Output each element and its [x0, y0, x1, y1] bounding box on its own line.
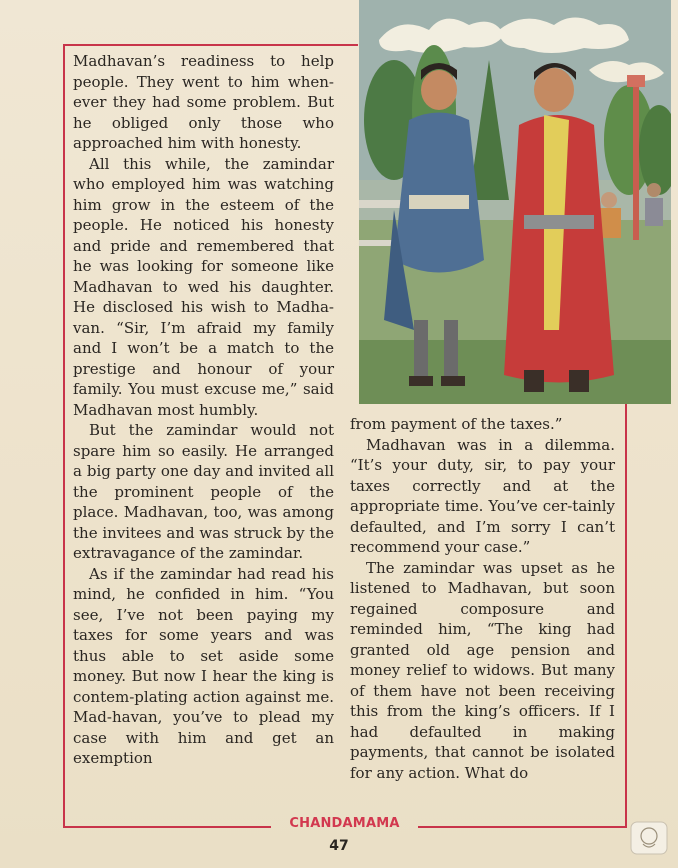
paragraph: Madhavan’s readiness to help people. They went to him when-ever they had some problem. But he obliged only those who approached him with honesty. — [73, 52, 334, 152]
frame-border-left — [63, 44, 65, 828]
frame-border-bottom-left — [63, 826, 271, 828]
story-illustration — [359, 0, 671, 404]
left-text-column — [73, 51, 334, 769]
paragraph: from payment of the taxes.” — [350, 415, 563, 433]
paragraph: The zamindar was upset as he listened to Madhavan, but soon regained composure and reminded him, “The king had granted old age pension and money relief to widows. But many of them have not been receiving this from the king’s officers. If I had defaulted in making payments, that cannot be isolated for any action. What do — [350, 558, 615, 782]
archive-stamp-icon — [629, 818, 671, 858]
page-number: 47 — [329, 838, 349, 854]
paragraph: All this while, the zamindar who employed him was watching him grow in the esteem of the people. He noticed his honesty and pride and remembered that he was looking for someone like Madhavan to wed his daughter. He disclosed his wish to Madha-van. “Sir, I’m afraid my family and I won’t be a match to the prestige and honour of your family. You must excuse me,” said Madhavan most humbly. — [73, 154, 334, 419]
magazine-name: CHANDAMAMA — [289, 816, 400, 831]
frame-border-bottom-right — [418, 826, 627, 828]
paragraph: Madhavan was in a dilemma. “It’s your duty, sir, to pay your taxes correctly and at the appropriate time. You’ve cer-tainly defaulted, and I’m sorry I can’t recommend your case.” — [350, 435, 615, 556]
paragraph: As if the zamindar had read his mind, he confided in him. “You see, I’ve not been paying my taxes for some years and was thus able to set aside some money. But now I hear the king is contem-plating action against me. Mad-havan, you’ve to plead my case with him and get an exemption — [73, 564, 334, 767]
frame-border-right — [625, 404, 627, 828]
paragraph: But the zamindar would not spare him so easily. He arranged a big party one day and invited all the prominent people of the place. Madhavan, too, was among the invitees and was struck by the extravagance of the zamindar. — [73, 421, 334, 562]
frame-border-top — [63, 44, 358, 46]
right-text-column — [350, 414, 615, 783]
